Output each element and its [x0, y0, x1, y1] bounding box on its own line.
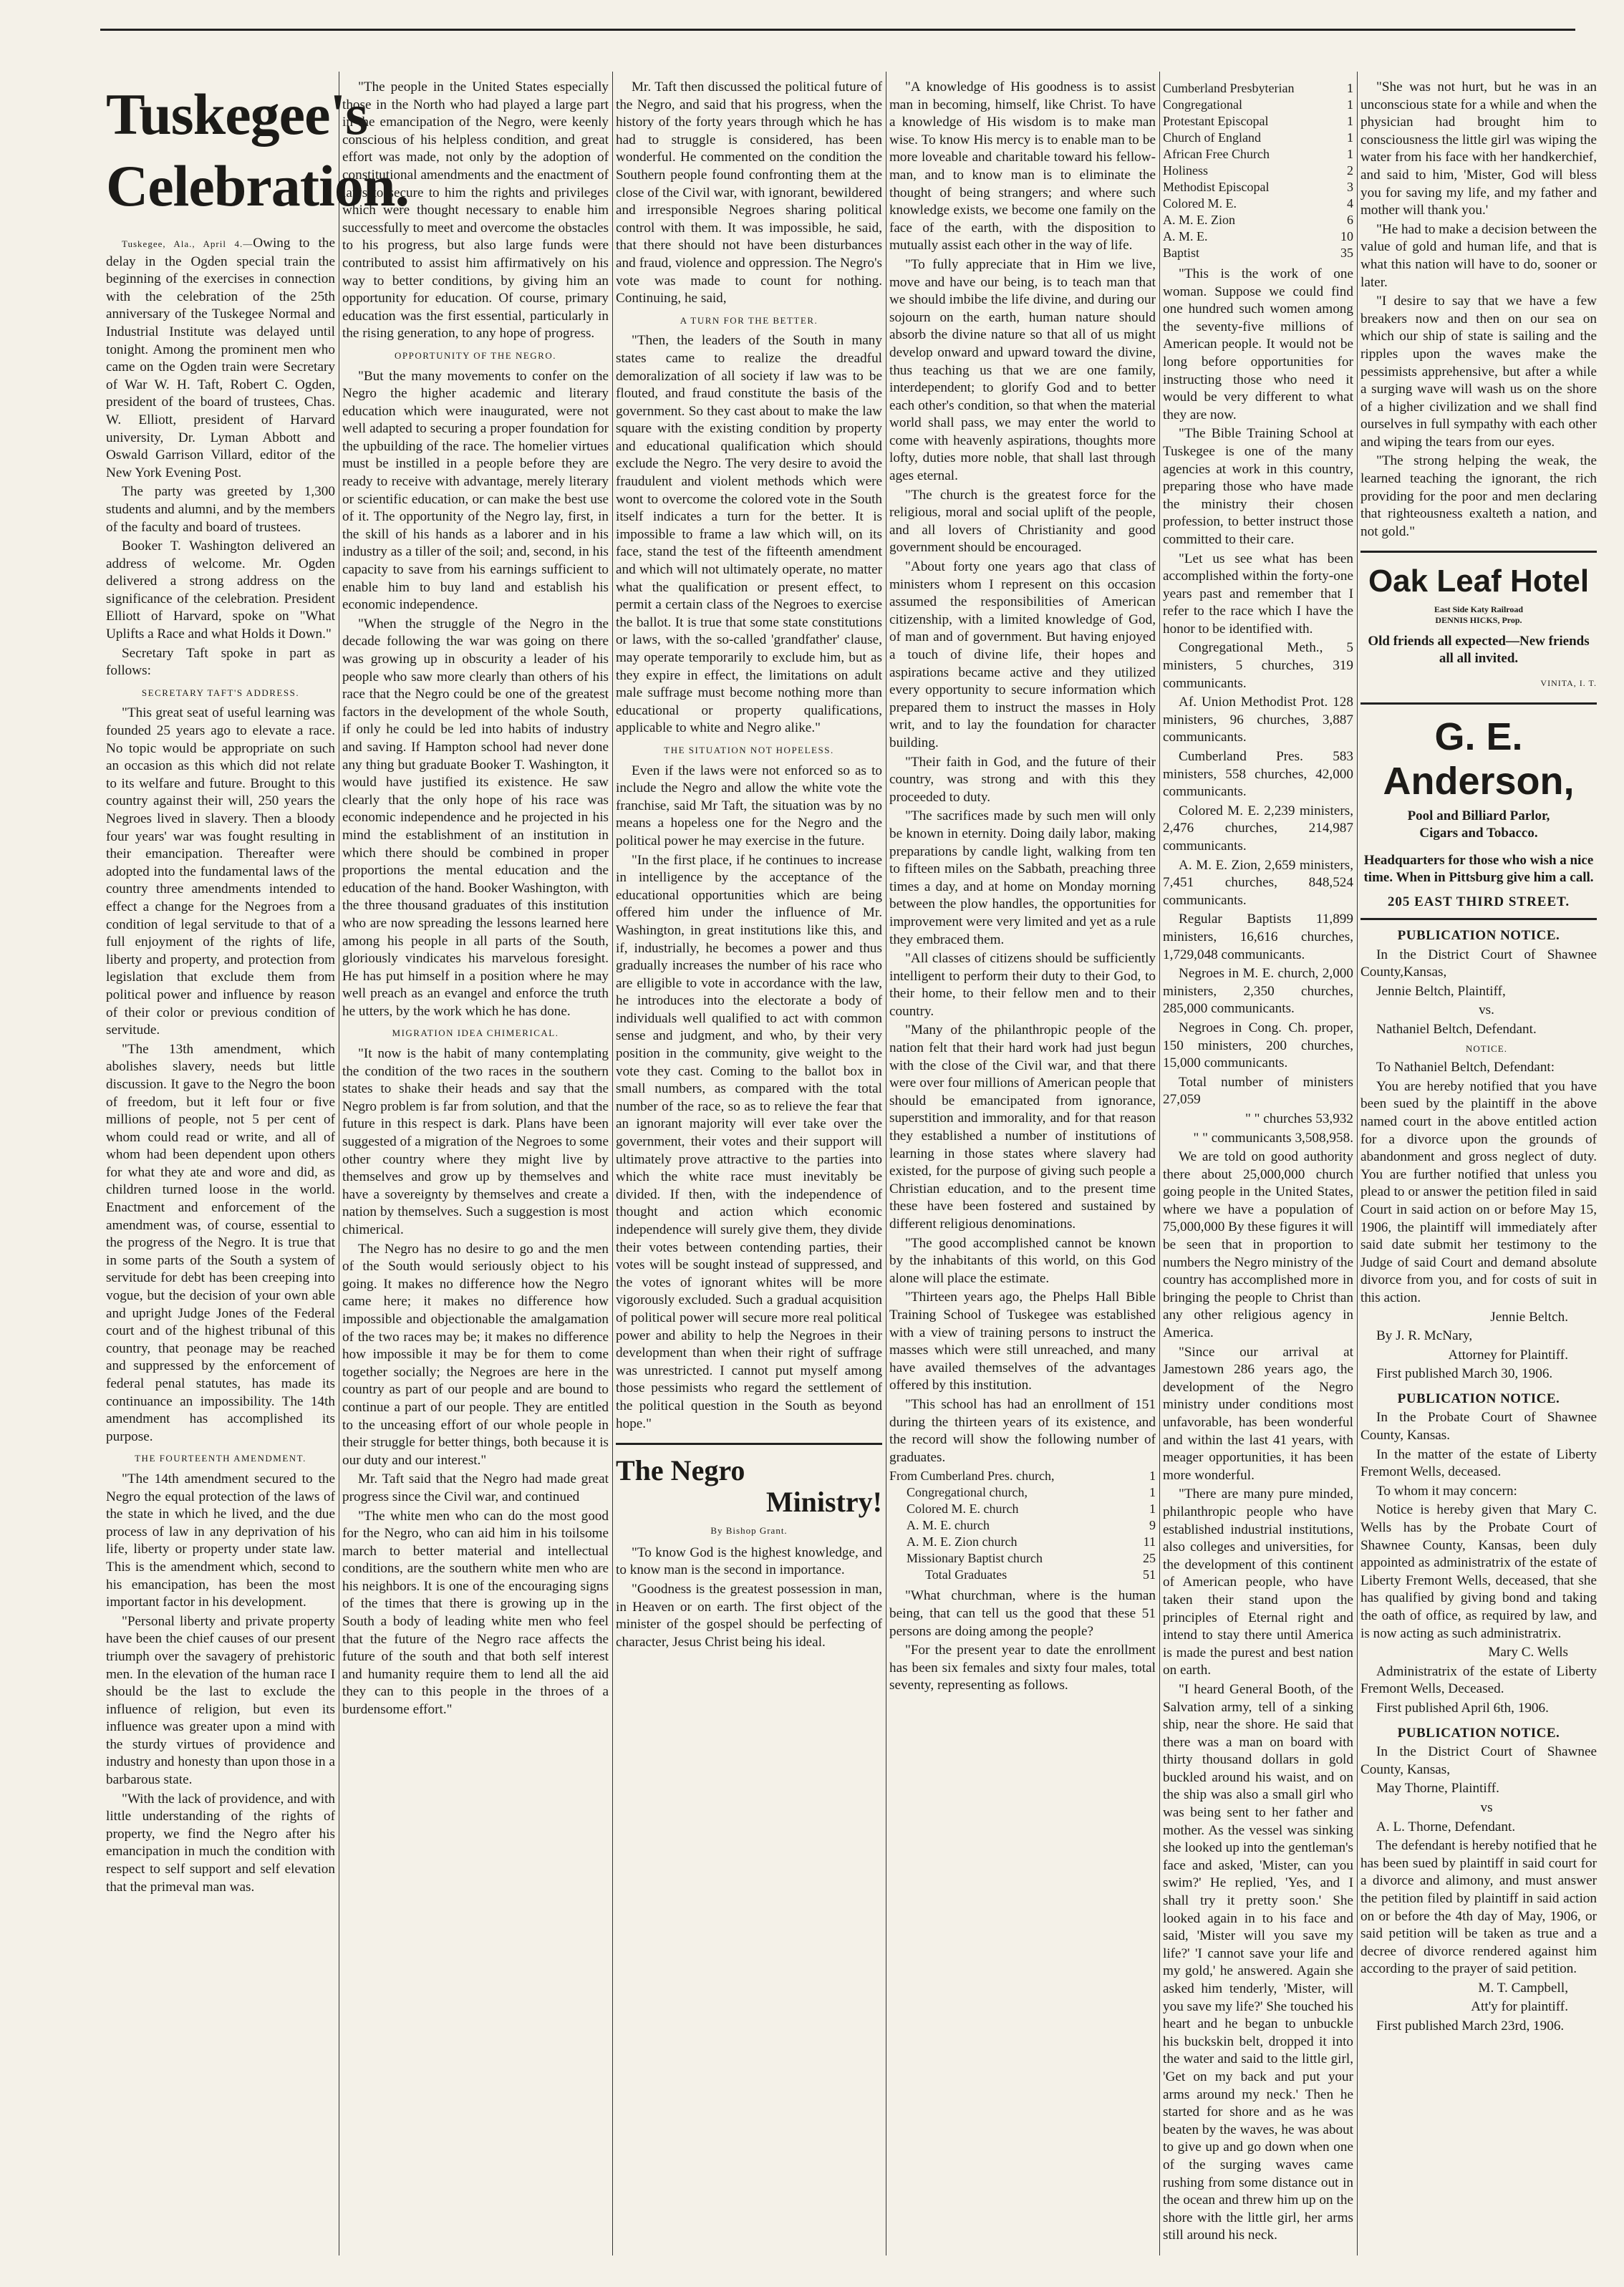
enrollment-table	[1163, 80, 1353, 261]
article-paragraph: " " communicants 3,508,958.	[1193, 1130, 1353, 1146]
anderson-line: Cigars and Tobacco.	[1419, 826, 1538, 841]
table-row: From Cumberland Pres. church, 1	[889, 1469, 1156, 1484]
anderson-address: 205 EAST THIRD STREET.	[1387, 894, 1570, 910]
notice-title: PUBLICATION NOTICE.	[1397, 1391, 1560, 1406]
article-paragraph: "The sacrifices made by such men will only be known in eternity. Doing daily labor, making preparations by candle light, walking from ten to fifteen miles on the Sabbath, preaching three times a day, and at home on Monday morning between the plow handles, the opportunities for improvement were very limited and yet as a rule they embraced them.	[889, 808, 1156, 947]
column-5	[1163, 79, 1353, 2248]
article-paragraph: Booker T. Washington delivered an address of welcome. Mr. Ogden delivered a strong address on the significance of the celebration. President Elliott of Harvard, spoke on "What Uplifts a Race and what Holds it Down."	[106, 538, 335, 642]
anderson-line: Pool and Billiard Parlor,	[1407, 808, 1550, 824]
table-row: Colored M. E. church 1	[907, 1502, 1156, 1517]
column-1	[106, 79, 409, 2248]
column-3	[616, 79, 882, 2248]
table-row: Total Graduates 51	[925, 1567, 1156, 1582]
article-paragraph: "The Bible Training School at Tuskegee is one of the many agencies at work in this country, preparing those who have made the ministry their chosen profession, to better instruct those committed to their care.	[1163, 426, 1353, 547]
article-separator	[616, 1443, 882, 1445]
article-paragraph: Regular Baptists 11,899 ministers, 16,616 churches, 1,729,048 communicants.	[1163, 912, 1353, 962]
article-paragraph: "Thirteen years ago, the Phelps Hall Bible Training School of Tuskegee was established with a view of training persons to instruct the masses which were still unreached, and many have availed themselves of the advantages offered by this institution.	[889, 1290, 1156, 1393]
table-row: A. M. E. Zion 6	[1163, 213, 1353, 227]
article-paragraph: "The white men who can do the most good for the Negro, who can aid him in his toilsome march to better material and intellectual conditions, are the southern white men who are his neighbors. It is one of the encouraging signs of the times that there is growing up in the South a body of leading white men who feel that the future of the Negro race affects the future of the south and that both self interest and humanity require them to lend all the aid they can to this people in the throes of a burdensome effort."	[342, 1508, 609, 1718]
article-paragraph: We are told on good authority there about 25,000,000 church going people in the United States, where we have a population of 75,000,000 By these figures it will be seen that in proportion to numbers the Negro ministry of the country has accomplished more in bringing the people to Christ than any other religious agency in America.	[1163, 1149, 1353, 1341]
hotel-ad	[1360, 563, 1597, 692]
article-paragraph: "All classes of citizens should be sufficiently intelligent to perform their duty to their God, to their home, to their fellow men and to their country.	[889, 951, 1156, 1019]
article-paragraph: "The 13th amendment, which abolishes slavery, needs but little discussion. It gave to the Negro the boon of freedom, but it left four or five millions of people, not 5 per cent of whom could read or write, and all of whom had been dependent upon others for what they ate and wore and did, as children turned loose in the world. Enactment and enforcement of the amendment was, of course, essential to the progress of the Negro. It is true that in some parts of the South a system of servitude for debt has been creeping into vogue, but the decision of your own able and upright Judge Jones of the Federal court and of the highest tribunal of this country, that peonage may be reached and suppressed by the enforcement of federal penal statutes, has made its continuance an impossibility. The 14th amendment has accomplished its purpose.	[106, 1041, 335, 1444]
hotel-name: Oak Leaf Hotel	[1368, 564, 1590, 599]
top-rule	[100, 29, 1575, 31]
legal-notice: PUBLICATION NOTICE. In the Probate Court of Shawnee County, Kansas. In the matter of the estate of Liberty Fremont Wells, deceased. To whom it may concern: Notice is hereby given that Mary C. Wells has by the Probate Court of Shawnee County, Kansas, been duly appointed as administratrix of the estate of Liberty Fremont Wells, deceased, that she has qualified by giving bond and taking the oath of office, as required by law, and is now acting as such administratrix. Mary C. Wells Administratrix of the estate of Liberty Fremont Wells, Deceased. First published April 6th, 1906.	[1360, 1391, 1597, 1716]
article-paragraph: Negroes in M. E. church, 2,000 ministers, 2,350 churches, 285,000 communicants.	[1163, 966, 1353, 1017]
notice-title: PUBLICATION NOTICE.	[1397, 1725, 1560, 1741]
column-6	[1360, 79, 1597, 2248]
article-paragraph: "This great seat of useful learning was founded 25 years ago to elevate a race. No topic would be appropriate on such an occasion as this which did not relate to its welfare and future. Brought to this country against their will, 250 years the Negroes lived in slavery. Then a bloody four years' war was fought resulting in their emancipation. Thereafter were adopted into the fundamental laws of the country three amendments intended to effect a change for the Negroes from a condition of legal servitude to that of a full enjoyment of the rights of life, liberty and property, and protection from legislation that exclude them from political power and influence by reason of their color or previous condition of servitude.	[106, 705, 335, 1038]
article-paragraph: Secretary Taft spoke in part as follows:	[106, 645, 335, 679]
article-paragraph: Mr. Taft said that the Negro had made great progress since the Civil war, and continued	[342, 1471, 609, 1504]
subheading: OPPORTUNITY OF THE NEGRO.	[395, 349, 556, 361]
article-paragraph: "Let us see what has been accomplished within the forty-one years past and remember that I refer to the race which I have the honor to be identified with.	[1163, 551, 1353, 637]
article-paragraph: "The strong helping the weak, the learned teaching the ignorant, the rich providing for the poor and men declaring that righteousness exalteth a nation, and not gold."	[1360, 453, 1597, 539]
table-row: African Free Church 1	[1163, 147, 1353, 161]
article-paragraph: "She was not hurt, but he was in an unconscious state for a while and when the physician had brought him to consciousness the little girl was wiping the water from his face with her handkerchief, and said to him, 'Mister, God will bless you for saving my life, and my father and mother will thank you.'	[1360, 79, 1597, 218]
article-paragraph: "When the struggle of the Negro in the decade following the war was going on there was growing up in obscurity a leader of his people who saw more clearly than others of his race that the Negro could be one of the greatest factors in the development of the whole South, if only he could be led into habits of industry and saving. If Hampton school had never done any thing but graduate Booker T. Washington, it would have justified its existence. He saw clearly that the only hope of his race was economic independence and he projected in his mind the establishment of an institution in which there should be combined in proper proportions the mental education and the education of the hand. Booker Washington, with the three thousand graduates of this institution who are now spreading the lessons learned here among his people in all parts of the South, gloriously vindicates his marvelous foresight. He has put himself in a position where he may well preach as an evangel and enforce the truth he utters, by the work which he has done.	[342, 616, 609, 1019]
article-paragraph: "He had to make a decision between the value of gold and human life, and that is what this nation will have to do, sooner or later.	[1360, 221, 1597, 290]
table-row: Congregational 1	[1163, 97, 1353, 112]
ad-separator	[1360, 702, 1597, 705]
article-paragraph: "Their faith in God, and the future of their country, was strong and with this they proceeded to duty.	[889, 754, 1156, 805]
table-row: A. M. E. church 9	[907, 1518, 1156, 1533]
table-row: A. M. E. Zion church 11	[907, 1534, 1156, 1549]
article-paragraph: " " churches 53,932	[1244, 1111, 1353, 1126]
article-paragraph: "The church is the greatest force for the religious, moral and social uplift of the people, and all lovers of Christianity and good government should be encouraged.	[889, 487, 1156, 556]
article-headline: Tuskegee's Celebration.	[106, 82, 409, 218]
graduates-table	[889, 1468, 1156, 1583]
hotel-place: VINITA, I. T.	[1540, 678, 1597, 689]
table-row: Holiness 2	[1163, 163, 1353, 178]
article-paragraph: "To fully appreciate that in Him we live, move and have our being, is to teach man that we should imbibe the life divine, and during our sojourn on the earth, human nature should absorb the divine nature so that all of us might develop onward and upward toward the divine, thus teaching us that we are one family, interdependent; to glorify God and to better each other's condition, so that when the material world shall pass, we may enter the world to come with heavenly aspirations, thoughts more lofty, duties more noble, that shall last through ages eternal.	[889, 256, 1156, 484]
subheading: THE FOURTEENTH AMENDMENT.	[135, 1453, 306, 1464]
article-paragraph: "This school has had an enrollment of 151 during the thirteen years of its existence, and the record will show the following number of graduates.	[889, 1396, 1156, 1465]
hotel-tagline: Old friends all expected—New friends all all invited.	[1368, 634, 1590, 667]
column-4	[889, 79, 1156, 2248]
article-paragraph: Cumberland Pres. 583 ministers, 558 churches, 42,000 communicants.	[1163, 749, 1353, 800]
article-paragraph: "About forty one years ago that class of ministers whom I represent on this occasion assumed the responsibilities of American citizenship, with a limited knowledge of God, of man and of government. But having enjoyed a touch of divine life, their hopes and aspirations became active and they utilized every opportunity to secure information which prepared them to instruct the masses in Holy writ, and to lay the foundation for character building.	[889, 559, 1156, 750]
subheading: THE SITUATION NOT HOPELESS.	[664, 744, 834, 755]
article-paragraph: "Personal liberty and private property have been the chief causes of our present triumph over the savagery of prehistoric men. In the elevation of the human race I should be the last to exclude the influence of religion, but even its influence was greater upon a mind with the sturdy virtues of providence and industry and honesty than upon those in a barbarous state.	[106, 1613, 335, 1788]
article-paragraph: Congregational Meth., 5 ministers, 5 churches, 319 communicants.	[1163, 640, 1353, 691]
article-headline: The Negro Ministry!	[616, 1454, 882, 1519]
article-paragraph: Tuskegee, Ala., April 4.—Owing to the delay in the Ogden special train the beginning of the exercises in connection with the celebration of the 25th anniversary of the Tuskegee Normal and Industrial Institute was delayed until tonight. Among the prominent men who came on the Ogden train were Secretary of War W. H. Taft, Robert C. Ogden, president of the board of trustees, Chas. W. Elliott, president of Harvard university, Dr. Lyman Abbott and Oswald Garrison Villard, editor of the New York Evening Post.	[106, 236, 335, 480]
column-rule	[1159, 72, 1160, 2255]
column-2	[342, 79, 609, 2248]
article-paragraph: "To know God is the highest knowledge, and to know man is the second in importance.	[616, 1544, 882, 1578]
article-paragraph: "A knowledge of His goodness is to assist man in becoming, himself, like Christ. To have a knowledge of His wisdom is to make man wise. To know His mercy is to enable man to be more loveable and charitable toward his fellow-man, and to know man is to eliminate the thought of being strangers; and where such knowledge exists, we become one family on the face of the earth, with the disposition to mutually assist each other in the way of life.	[889, 79, 1156, 253]
article-paragraph: Negroes in Cong. Ch. proper, 150 ministers, 200 churches, 15,000 communicants.	[1163, 1020, 1353, 1071]
anderson-body: Headquarters for those who wish a nice time. When in Pittsburg give him a call.	[1363, 853, 1594, 886]
article-paragraph: "But the many movements to confer on the Negro the higher academic and literary education which were inaugurated, were not well adapted to securing a proper foundation for the upbuilding of the race. The homelier virtues must be instilled in a people before they are ready to receive with advantage, merely literary or scientific education, or can make the best use of it. The opportunity of the Negro lay, first, in the skill of his hands as a laborer and in his industry as a tiller of the soil; and, second, in his capacity to save from his earnings sufficient to enable him to buy land and establish his economic independence.	[342, 368, 609, 613]
ad-separator	[1360, 918, 1597, 920]
article-paragraph: "What churchman, where is the human being, that can tell us the good that these 51 persons are doing among the people?	[889, 1588, 1156, 1639]
dateline: Tuskegee, Ala., April 4.—	[122, 238, 253, 249]
article-paragraph: "Many of the philanthropic people of the nation felt that their hard work had just begun with the close of the Civil war, and that there were over four millions of American people that should be emancipated from ignorance, superstition and immorality, and for that reason they established a number of institutions of learning in those states where slavery had existed, for the purpose of giving such people a Christian education, and to the present time these have been fostered and sustained by different religious denominations.	[889, 1022, 1156, 1232]
article-paragraph: "I desire to say that we have a few breakers now and then on our sea on which our ship of state is sailing and the ripples upon the waves make the pessimists apprehensive, but after a while a surging wave will wash us on the shore of a higher civilization and we shall find ourselves in full sympathy with each other and wiping the tears from our eyes.	[1360, 294, 1597, 450]
article-paragraph: Mr. Taft then discussed the political future of the Negro, and said that his progress, when the history of the forty years through which he has had to struggle is considered, has been wonderful. He commented on the condition the Southern people found confronting them at the close of the Civil war, with ignorant, bewildered and irresponsible Negroes sharing political control with them. It was impossible, he said, that there should not have been disturbances and fraud, violence and oppression. The Negro's vote was made to count for nothing. Continuing, he said,	[616, 79, 882, 306]
table-row: Protestant Episcopal 1	[1163, 114, 1353, 128]
article-paragraph: Colored M. E. 2,239 ministers, 2,476 churches, 214,987 communicants.	[1163, 803, 1353, 854]
table-row: Cumberland Presbyterian 1	[1163, 81, 1353, 95]
article-paragraph: "There are many pure minded, philanthropic people who have established industrial institutions, also colleges and universities, for the development of this continent of American people, who have taken their stand upon the principles of Eternal right and intend to stay there until America is made the purest and best nation on earth.	[1163, 1486, 1353, 1678]
column-rule	[612, 72, 613, 2255]
article-paragraph: "Goodness is the greatest possession in man, in Heaven or on earth. The first object of the minister of the gospel should be perfecting of character, Jesus Christ being his ideal.	[616, 1581, 882, 1650]
article-paragraph: A. M. E. Zion, 2,659 ministers, 7,451 churches, 848,524 communicants.	[1163, 857, 1353, 908]
table-row: Congregational church, 1	[907, 1485, 1156, 1500]
article-paragraph: "I heard General Booth, of the Salvation army, tell of a sinking ship, near the shore. He said that there was a man on board with thirty thousand dollars in gold buckled around his waist, and on the ship was also a small girl who was being sent to her father and mother. As the vessel was sinking she looked up into the gentleman's face and asked, 'Mister, can you swim?' He replied, 'Yes, and I shall try it pretty soon.' She looked again in to his face and said, 'Mister will you save my life?' 'I cannot save your life and my gold,' he answered. Again she asked him tenderly, 'Mister, will you save my life?' She touched his heart and he began to unbuckle his buckskin belt, dropped it into the water and said to the little girl, 'Get on my back and put your arms around my neck.' Then he started for shore and as he was beaten by the waves, he was about to give up and go down when one of the surging waves came rushing from some distance out in the ocean and threw him up on the shore with the little girl, her arms still around his neck.	[1163, 1681, 1353, 2243]
article-paragraph: Af. Union Methodist Prot. 128 ministers, 96 churches, 3,887 communicants.	[1163, 695, 1353, 745]
table-row: Missionary Baptist church 25	[907, 1551, 1156, 1566]
subheading: A TURN FOR THE BETTER.	[680, 314, 818, 326]
table-row: Colored M. E. 4	[1163, 196, 1353, 211]
article-paragraph: "The 14th amendment secured to the Negro the equal protection of the laws of the state in which he lived, and the due process of law in any deprivation of his life, liberty or property under state law. This is the amendment which, second to his emancipation, has been the most important factor in his development.	[106, 1471, 335, 1610]
article-paragraph: "For the present year to date the enrollment has been six females and sixty four males, total seventy, representing as follows.	[889, 1643, 1156, 1693]
article-paragraph: The Negro has no desire to go and the men of the South would seriously object to his going. It makes no difference how the Negro came here; it makes no difference how impossible and objectionable the amalgamation of the two races may be; it makes no difference how impossible it may be for them to come together socially; the Negroes are here in the country as part of our people and are bound to continue a part of our people. They are entitled to the unceasing effort of our whole people in their struggle for better things, both because it is our duty and our interest."	[342, 1241, 609, 1468]
column-rule	[1357, 72, 1358, 2255]
subheading: SECRETARY TAFT'S ADDRESS.	[141, 687, 300, 698]
hotel-proprietor: DENNIS HICKS, Prop.	[1435, 615, 1522, 626]
legal-notice: PUBLICATION NOTICE. In the District Court of Shawnee County, Kansas, May Thorne, Plaintiff. vs A. L. Thorne, Defendant. The defendant is hereby notified that he has been sued by plaintiff in said court for a divorce and alimony, and must answer the petition filed by plaintiff in said action on or before the 4th day of May, 1906, or said petition will be taken as true and a decree of divorce rendered against him according to the prayer of said petition. M. T. Campbell, Att'y for plaintiff. First published March 23rd, 1906.	[1360, 1725, 1597, 2034]
article-paragraph: "This is the work of one woman. Suppose we could find one hundred such women among the seventy-five millions of American people. It would not be long before opportunities for instructing those who need it would be very different to what they are now.	[1163, 266, 1353, 422]
article-paragraph: "It now is the habit of many contemplating the condition of the two races in the southern states to shake their heads and say that the Negro problem is far from solution, and that the future in this respect is dark. Plans have been suggested of a migration of the Negroes to some other country where they might live by themselves and grow up by themselves and have a sovereignty by themselves and create a nation by themselves. Such a suggestion is most chimerical.	[342, 1046, 609, 1237]
article-paragraph: "Since our arrival at Jamestown 286 years ago, the development of the Negro ministry under conditions most unfavorable, has been wonderful and within the last 41 years, with meager opportunities, it has been more wonderful.	[1163, 1344, 1353, 1483]
article-paragraph: "Then, the leaders of the South in many states came to realize the dreadful demoralization of all society if law was to be flouted, and fraud constitute the basis of the government. So they cast about to make the law square with the existing condition by property and educational qualification which should exclude the Negro. The very desire to avoid the fraudulent and violent methods which were wont to overcome the colored vote in the South itself indicates a turn for the better. It is impossible to frame a law which will, on its face, stand the test of the fifteenth amendment and which will not ultimately operate, no matter what the qualification or present effect, to permit a certain class of the Negroes to exercise the ballot. It is true that some state constitutions or laws, with the so-called 'grandfather' clause, may operate temporarily to exclude him, but as they expire in effect, the limitations on adult male suffrage must become nothing more than educational or property qualifications, applicable to white and Negro alike."	[616, 333, 882, 736]
table-row: Baptist 35	[1163, 246, 1353, 260]
anderson-ad	[1360, 715, 1597, 911]
ad-separator	[1360, 551, 1597, 553]
legal-notice: PUBLICATION NOTICE. In the District Court of Shawnee County,Kansas, Jennie Beltch, Plaintiff, vs. Nathaniel Beltch, Defendant. NOTICE. To Nathaniel Beltch, Defendant: You are hereby notified that you have been sued by the plaintiff in the above named court in the above entitled action for a divorce upon the grounds of abandonment and gross neglect of duty. You are further notified that unless you plead to or answer the petition filed in said Court in said action on or before May 15, 1906, the plaintiff will immediately after said date submit her testimony to the Judge of said Court and demand absolute divorce from you, and for costs of suit in this action. Jennie Beltch. By J. R. McNary, Attorney for Plaintiff. First published March 30, 1906.	[1360, 928, 1597, 1382]
subheading: MIGRATION IDEA CHIMERICAL.	[392, 1028, 559, 1039]
article-paragraph: "In the first place, if he continues to increase in intelligence by the acceptance of the educational opportunities which are being offered him under the influence of Mr. Washington, in great institutions like this, and if, industrially, he becomes a power and thus gradually increases the number of his race who are elligible to vote in accordance with the law, he introduces into the electorate a body of individuals well qualified to act with common sense and judgment, and who, by their very position in the community, give weight to the vote they cast. Coming to the ballot box in small numbers, as compared with the total number of the race, so as to relieve the fear that an ignorant majority will ever take over the government, their votes and their support will ultimately prove attractive to the parties into which the white race must inevitably be divided. If then, with the independence of thought and action which economic independence will surely give them, they divide their votes between contending parties, their votes will be sought instead of suppressed, and the votes of ignorant whites will be more vigorously excluded. Such a gradual acquisition of political power will secure more real political power and ability to help the Negroes in their development than when their right of suffrage was unrestricted. I cannot put myself among those pessimists who regard the settlement of the political question in the South as beyond hope."	[616, 852, 882, 1431]
article-paragraph: "The people in the United States especially those in the North who had played a large part in the emancipation of the Negro, were keenly conscious of his helpless condition, and great effort was made, not only by the adoption of constitutional amendments and the enactment of laws to secure to him the rights and privileges which were thought necessary to enable him successfully to meet and overcome the obstacles to his progress, but also large funds were contributed to assist him affirmatively on his way to better conditions, by giving him an opportunity for education. Of course, primary education was the first essential, particularly in the rising generation, to any hope of progress.	[342, 79, 609, 342]
hotel-location: East Side Katy Railroad	[1434, 604, 1524, 615]
article-paragraph: "The good accomplished cannot be known by the inhabitants of this world, on this God alone will place the estimate.	[889, 1235, 1156, 1286]
table-row: A. M. E. 10	[1163, 229, 1353, 243]
anderson-name: G. E. Anderson,	[1383, 715, 1575, 803]
table-row: Church of England 1	[1163, 130, 1353, 145]
article-paragraph: The party was greeted by 1,300 students and alumni, and by the members of the faculty and board of trustees.	[106, 484, 335, 535]
byline: By Bishop Grant.	[710, 1525, 788, 1537]
article-paragraph: "With the lack of providence, and with little understanding of the rights of property, we find the Negro after his emancipation in much the condition with respect to self support and self elevation that the primeval man was.	[106, 1791, 335, 1895]
article-paragraph: Even if the laws were not enforced so as to include the Negro and allow the white vote the franchise, said Mr Taft, the situation was by no means a hopeless one for the Negro and the political power he may exercise in the future.	[616, 763, 882, 848]
article-paragraph: Total number of ministers 27,059	[1163, 1074, 1353, 1108]
table-row: Methodist Episcopal 3	[1163, 180, 1353, 194]
notice-title: PUBLICATION NOTICE.	[1397, 928, 1560, 944]
